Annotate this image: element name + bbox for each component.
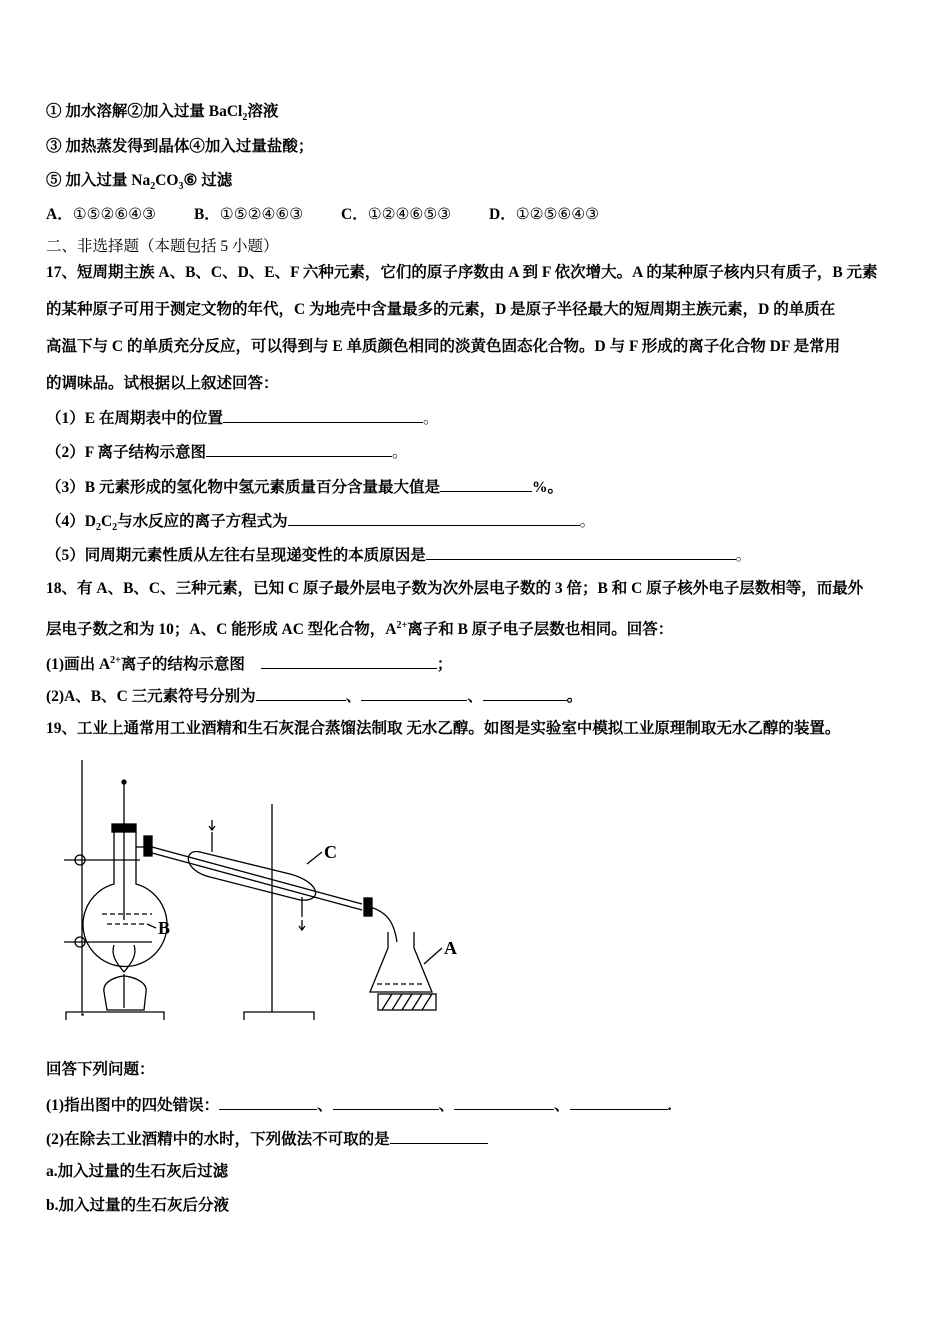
q16-options [46,205,633,225]
q18-sub2 [46,686,582,707]
q17-sub3 [46,477,563,498]
q17-sub2 [46,442,408,463]
subscript: 2 [112,522,118,534]
q16-step-line-1 [46,102,278,128]
q17-sub5 [46,545,751,566]
option-value: ①②④⑥⑤③ [367,206,452,223]
answer-blank[interactable] [483,686,567,701]
answer-blank[interactable] [223,408,423,423]
option-label: D． [489,206,516,223]
q17-stem-line-3: 高温下与 C 的单质充分反应，可以得到与 E 单质颜色相同的淡黄色固态化合物。D 与 F 形成的离子化合物 DF 是常用 [46,338,841,355]
condenser [136,820,397,942]
q18-sub1 [46,651,452,675]
section-title: 二、非选择题（本题包括 5 小题） [46,238,279,255]
text: (1)指出图中的四处错误： [46,1097,220,1114]
superscript: 2+ [396,620,408,631]
subscript: 3 [178,181,184,193]
q16-step-line-3 [46,171,232,197]
text: 。 [422,410,439,427]
answer-blank[interactable] [361,686,467,701]
text: (1)画出 A [46,656,111,674]
receiving-flask [370,932,436,1010]
q17-stem-line-2: 的某种原子可用于测定文物的年代，C 为地壳中含量最多的元素，D 是原子半径最大的短周期主族元素，D 的单质在 [46,301,836,318]
answer-blank[interactable] [256,686,346,701]
text: 与水反应的离子方程式为 [117,513,288,530]
option-label: B． [193,206,220,223]
text: ① 加水溶解②加入过量 BaCl [46,103,243,120]
iron-stand-middle [244,804,314,1020]
superscript: 2+ [110,655,121,666]
text: 。 [566,688,583,705]
option-c[interactable] [341,205,451,225]
q19-sub1 [46,1095,672,1116]
text: (2)在除去工业酒精中的水时，下列做法不可取的是 [46,1131,390,1148]
answer-blank[interactable] [570,1095,668,1110]
q17-stem-line-1: 17、短周期主族 A、B、C、D、E、F 六种元素，它们的原子序数由 A 到 F 依次增大。A 的某种原子核内只有质子，B 元素 [46,264,878,281]
text: 、 [554,1097,570,1114]
answer-blank[interactable] [440,477,532,492]
text: 、 [438,1097,455,1114]
answer-blank[interactable] [454,1095,554,1110]
q17-sub1 [46,408,438,429]
text: 离子和 B 原子电子层数也相同。回答： [407,621,674,639]
q19-stem: 19、工业上通常用工业酒精和生石灰混合蒸馏法制取 无水乙醇。如图是实验室中模拟工业原理制取无水乙醇的装置。 [46,720,841,737]
text: 、 [317,1097,333,1114]
option-d[interactable] [489,205,599,225]
text: 溶液 [247,103,279,120]
text: （5）同周期元素性质从左往右呈现递变性的本质原因是 [46,547,426,564]
text: ⑤ 加入过量 Na [46,172,151,189]
answer-blank[interactable] [333,1095,439,1110]
q19-option-b[interactable]: b.加入过量的生石灰后分液 [46,1197,229,1214]
subscript: 2 [95,522,101,534]
option-label: C． [341,206,368,223]
alcohol-lamp [104,945,146,1010]
subscript: 2 [242,112,248,124]
answer-blank[interactable] [390,1129,488,1144]
q19-option-a[interactable]: a.加入过量的生石灰后过滤 [46,1163,229,1180]
label-b: B [158,918,171,938]
text: 、 [345,688,362,705]
option-value: ①②⑤⑥④③ [515,206,600,223]
answer-blank[interactable] [206,442,392,457]
text: %。 [531,479,563,496]
text: 、 [467,688,483,705]
q17-stem-line-4: 的调味品。试根据以上叙述回答： [46,375,279,392]
q16-step-line-2: ③ 加热蒸发得到晶体④加入过量盐酸； [46,138,314,155]
q19-sub2 [46,1129,488,1150]
q18-stem-line-1: 18、有 A、B、C、三种元素，已知 C 原子最外层电子数为次外层电子数的 3 倍；B 和 C 原子核外电子层数相等，而最外 [46,580,864,597]
answer-blank[interactable] [261,654,437,669]
text: ⑥ 过滤 [183,172,233,189]
q18-stem-line-2 [46,616,673,640]
text: （3）B 元素形成的氢化物中氢元素质量百分含量最大值是 [46,479,440,496]
text: 层电子数之和为 10；A、C 能形成 AC 型化合物，A [46,621,397,639]
label-c: C [324,842,337,862]
option-label: A． [46,206,73,223]
option-value: ①⑤②⑥④③ [72,206,157,223]
answer-blank[interactable] [219,1095,317,1110]
text: （4）D [46,513,96,530]
text: （2）F 离子结构示意图 [46,444,207,461]
answer-blank[interactable] [288,511,580,526]
text: 离子的结构示意图 [120,656,245,674]
option-value: ①⑤②④⑥③ [219,206,304,223]
text: CO [155,172,179,189]
option-b[interactable] [194,205,303,225]
q17-sub4 [46,511,595,538]
text: 。 [579,513,596,530]
q19-answer-title: 回答下列问题： [46,1061,155,1078]
text: (2)A、B、C 三元素符号分别为 [46,688,256,705]
text: 。 [735,547,752,564]
text: （1）E 在周期表中的位置 [46,410,223,427]
subscript: 2 [150,181,156,193]
text: 。 [392,444,408,461]
text: . [667,1097,672,1114]
text: ； [436,656,453,674]
label-a: A [444,938,457,958]
option-a[interactable] [46,205,156,225]
distillation-apparatus-diagram [52,752,482,1027]
distilling-flask [83,780,167,967]
answer-blank[interactable] [426,545,736,560]
text: C [100,513,113,530]
